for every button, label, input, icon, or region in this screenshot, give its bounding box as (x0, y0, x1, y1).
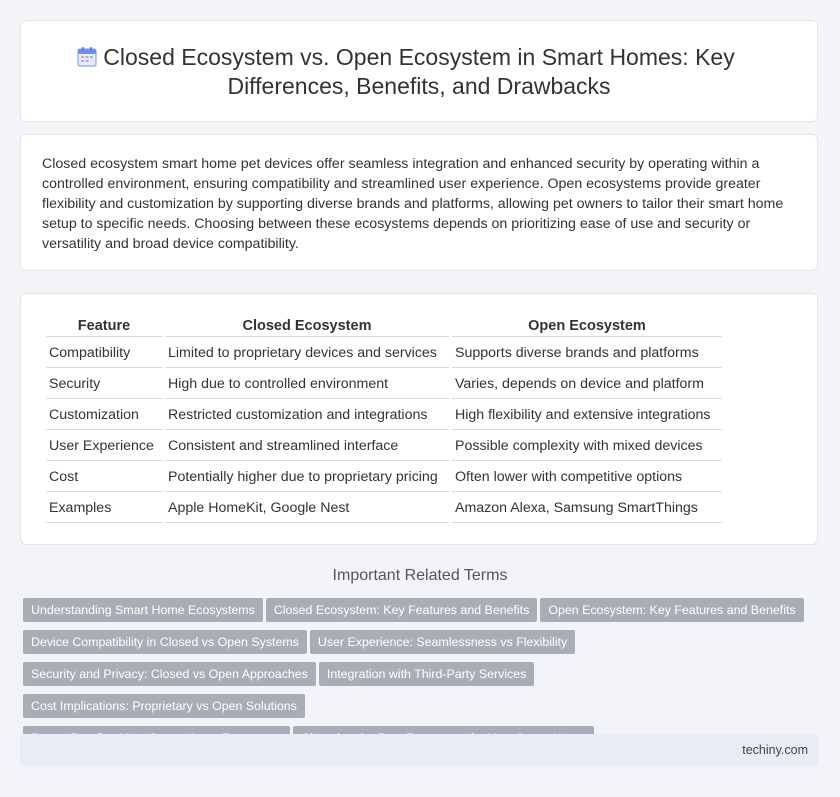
related-term-tag[interactable]: Security and Privacy: Closed vs Open Approaches (23, 662, 316, 686)
table-cell: High due to controlled environment (165, 368, 449, 399)
comparison-card (20, 293, 818, 545)
comparison-table (43, 314, 725, 523)
related-term-tag[interactable]: Integration with Third-Party Services (319, 662, 534, 686)
table-cell: Apple HomeKit, Google Nest (165, 492, 449, 523)
table-cell: Limited to proprietary devices and services (165, 337, 449, 368)
table-cell: Amazon Alexa, Samsung SmartThings (452, 492, 722, 523)
table-cell: Restricted customization and integrations (165, 399, 449, 430)
related-term-tag[interactable]: Understanding Smart Home Ecosystems (23, 598, 263, 622)
table-row (46, 337, 722, 368)
table-cell: Possible complexity with mixed devices (452, 430, 722, 461)
table-row (46, 492, 722, 523)
table-cell: High flexibility and extensive integrations (452, 399, 722, 430)
table-cell: Often lower with competitive options (452, 461, 722, 492)
page-title: Closed Ecosystem vs. Open Ecosystem in Smart Homes: Key Differences, Benefits, and Drawbacks (103, 44, 735, 99)
column-header: Open Ecosystem (452, 314, 722, 337)
table-cell: Varies, depends on device and platform (452, 368, 722, 399)
table-cell: Customization (46, 399, 162, 430)
related-term-tag[interactable]: Device Compatibility in Closed vs Open Systems (23, 630, 307, 654)
table-row (46, 399, 722, 430)
table-row (46, 368, 722, 399)
related-term-tag[interactable]: User Experience: Seamlessness vs Flexibility (310, 630, 575, 654)
related-term-tag[interactable]: Cost Implications: Proprietary vs Open Solutions (23, 694, 305, 718)
footer (20, 734, 818, 766)
related-term-tag[interactable]: Open Ecosystem: Key Features and Benefits (540, 598, 803, 622)
footer-site-link[interactable]: techiny.com (742, 743, 808, 757)
table-row (46, 461, 722, 492)
column-header: Closed Ecosystem (165, 314, 449, 337)
intro-card (20, 134, 818, 271)
table-cell: Consistent and streamlined interface (165, 430, 449, 461)
table-cell: User Experience (46, 430, 162, 461)
table-cell: Supports diverse brands and platforms (452, 337, 722, 368)
table-cell: Compatibility (46, 337, 162, 368)
table-cell: Security (46, 368, 162, 399)
header-card (20, 20, 818, 122)
related-terms-title: Important Related Terms (332, 567, 508, 584)
table-cell: Cost (46, 461, 162, 492)
table-row (46, 430, 722, 461)
table-cell: Examples (46, 492, 162, 523)
table-cell: Potentially higher due to proprietary pricing (165, 461, 449, 492)
table-header-row (46, 314, 722, 337)
intro-text: Closed ecosystem smart home pet devices offer seamless integration and enhanced security by operating within a controlled environment, ensuring compatibility and streamlined user experience. Open ecosystems provide greater flexibility and customization by supporting diverse brands and platforms, allowing pet owners to tailor their smart home setup to specific needs. Choosing between these ecosystems depends on prioritizing ease of use and security or versatility and broad device compatibility. (42, 156, 784, 252)
related-term-tag[interactable]: Closed Ecosystem: Key Features and Benefits (266, 598, 538, 622)
column-header: Feature (46, 314, 162, 337)
